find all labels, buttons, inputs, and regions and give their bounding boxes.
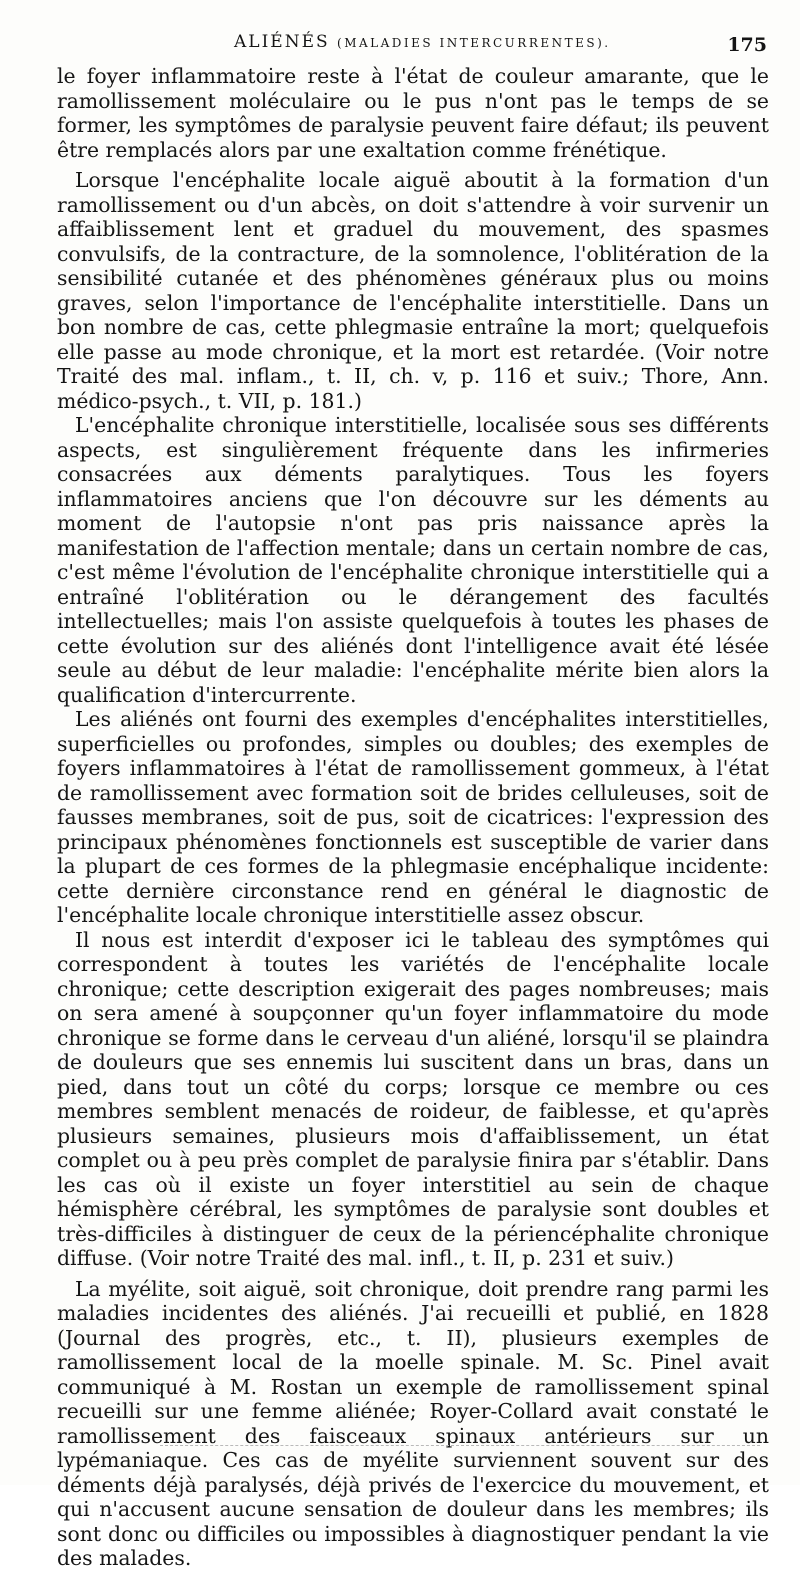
footer-rule bbox=[160, 1445, 760, 1446]
running-title bbox=[234, 32, 611, 52]
body-text bbox=[57, 64, 769, 1571]
running-header bbox=[57, 28, 769, 62]
paragraph-myelitis: La myélite, soit aiguë, soit chronique, doit prendre rang parmi les maladies incidentes des aliénés. J'ai recueilli et publié, en 1828 (Journal des progrès, etc., t. II), plusieurs exemples de ramollissement local de la moelle spinale. M. Sc. Pinel avait communiqué à M. Rostan un exemple de ramollissement spinal recueilli sur une femme aliénée; Royer-Collard avait constaté le ramollissement des faisceaux spinaux antérieurs sur un lypémaniaque. Ces cas de myélite surviennent souvent sur des déments déjà paralysés, déjà privés de l'exercice du mouvement, et qui n'accusent aucune sensation de douleur dans les membres; ils sont donc ou difficiles ou impossibles à diagnostiquer pendant la vie des malades. bbox=[57, 1276, 769, 1570]
paragraph-continuation: le foyer inflammatoire reste à l'état de couleur amarante, que le ramollissement moléculaire ou le pus n'ont pas le temps de se former, les symptômes de paralysie peuvent faire défaut; ils peuvent être remplacés alors par une exaltation comme frénétique. bbox=[57, 64, 769, 162]
running-title-main: ALIÉNÉS bbox=[234, 32, 330, 52]
paragraph-acute-encephalitis: Lorsque l'encéphalite locale aiguë aboutit à la formation d'un ramollissement ou d'un abcès, on doit s'attendre à voir survenir un affaiblissement lent et graduel du mouvement, des spasmes convulsifs, de la contracture, de la somnolence, l'oblitération de la sensibilité cutanée et des phénomènes généraux plus ou moins graves, selon l'importance de l'encéphalite interstitielle. Dans un bon nombre de cas, cette phlegmasie entraîne la mort; quelquefois elle passe au mode chronique, et la mort est retardée. (Voir notre Traité des mal. inflam., t. II, ch. v, p. 116 et suiv.; Thore, Ann. médico-psych., t. VII, p. 181.) bbox=[57, 168, 769, 413]
paragraph-symptoms: Il nous est interdit d'exposer ici le tableau des symptômes qui correspondent à toutes les variétés de l'encéphalite locale chronique; cette description exigerait des pages nombreuses; mais on sera amené à soupçonner qu'un foyer inflammatoire du mode chronique se forme dans le cerveau d'un aliéné, lorsqu'il se plaindra de douleurs que ses ennemis lui suscitent dans un bras, dans un pied, dans tout un côté du corps; lorsque ce membre ou ces membres semblent menacés de roideur, de faiblesse, et qu'après plusieurs semaines, plusieurs mois d'affaiblissement, un état complet ou à peu près complet de paralysie finira par s'établir. Dans les cas où il existe un foyer interstitiel au sein de chaque hémisphère cérébral, les symptômes de paralysie sont doubles et très-difficiles à distinguer de ceux de la périencéphalite chronique diffuse. (Voir notre Traité des mal. infl., t. II, p. 231 et suiv.) bbox=[57, 927, 769, 1270]
page-number: 175 bbox=[727, 34, 767, 56]
paragraph-examples: Les aliénés ont fourni des exemples d'encéphalites interstitielles, superficielles ou profondes, simples ou doubles; des exemples de foyers inflammatoires à l'état de ramollissement gommeux, à l'état de ramollissement avec formation soit de brides celluleuses, soit de fausses membranes, soit de pus, soit de cicatrices: l'expression des principaux phénomènes fonctionnels est susceptible de varier dans la plupart de ces formes de la phlegmasie encéphalique incidente: cette dernière circonstance rend en général le diagnostic de l'encéphalite locale chronique interstitielle assez obscur. bbox=[57, 707, 769, 927]
paragraph-chronic-encephalitis: L'encéphalite chronique interstitielle, localisée sous ses différents aspects, est singulièrement fréquente dans les infirmeries consacrées aux déments paralytiques. Tous les foyers inflammatoires anciens que l'on découvre sur les déments au moment de l'autopsie n'ont pas pris naissance après la manifestation de l'affection mentale; dans un certain nombre de cas, c'est même l'évolution de l'encéphalite chronique interstitielle qui a entraîné l'oblitération ou le dérangement des facultés intellectuelles; mais l'on assiste quelquefois à toutes les phases de cette évolution sur des aliénés dont l'intelligence avait été lésée seule au début de leur maladie: l'encéphalite mérite bien alors la qualification d'intercurrente. bbox=[57, 413, 769, 707]
running-title-sub: (MALADIES INTERCURRENTES). bbox=[337, 36, 611, 50]
